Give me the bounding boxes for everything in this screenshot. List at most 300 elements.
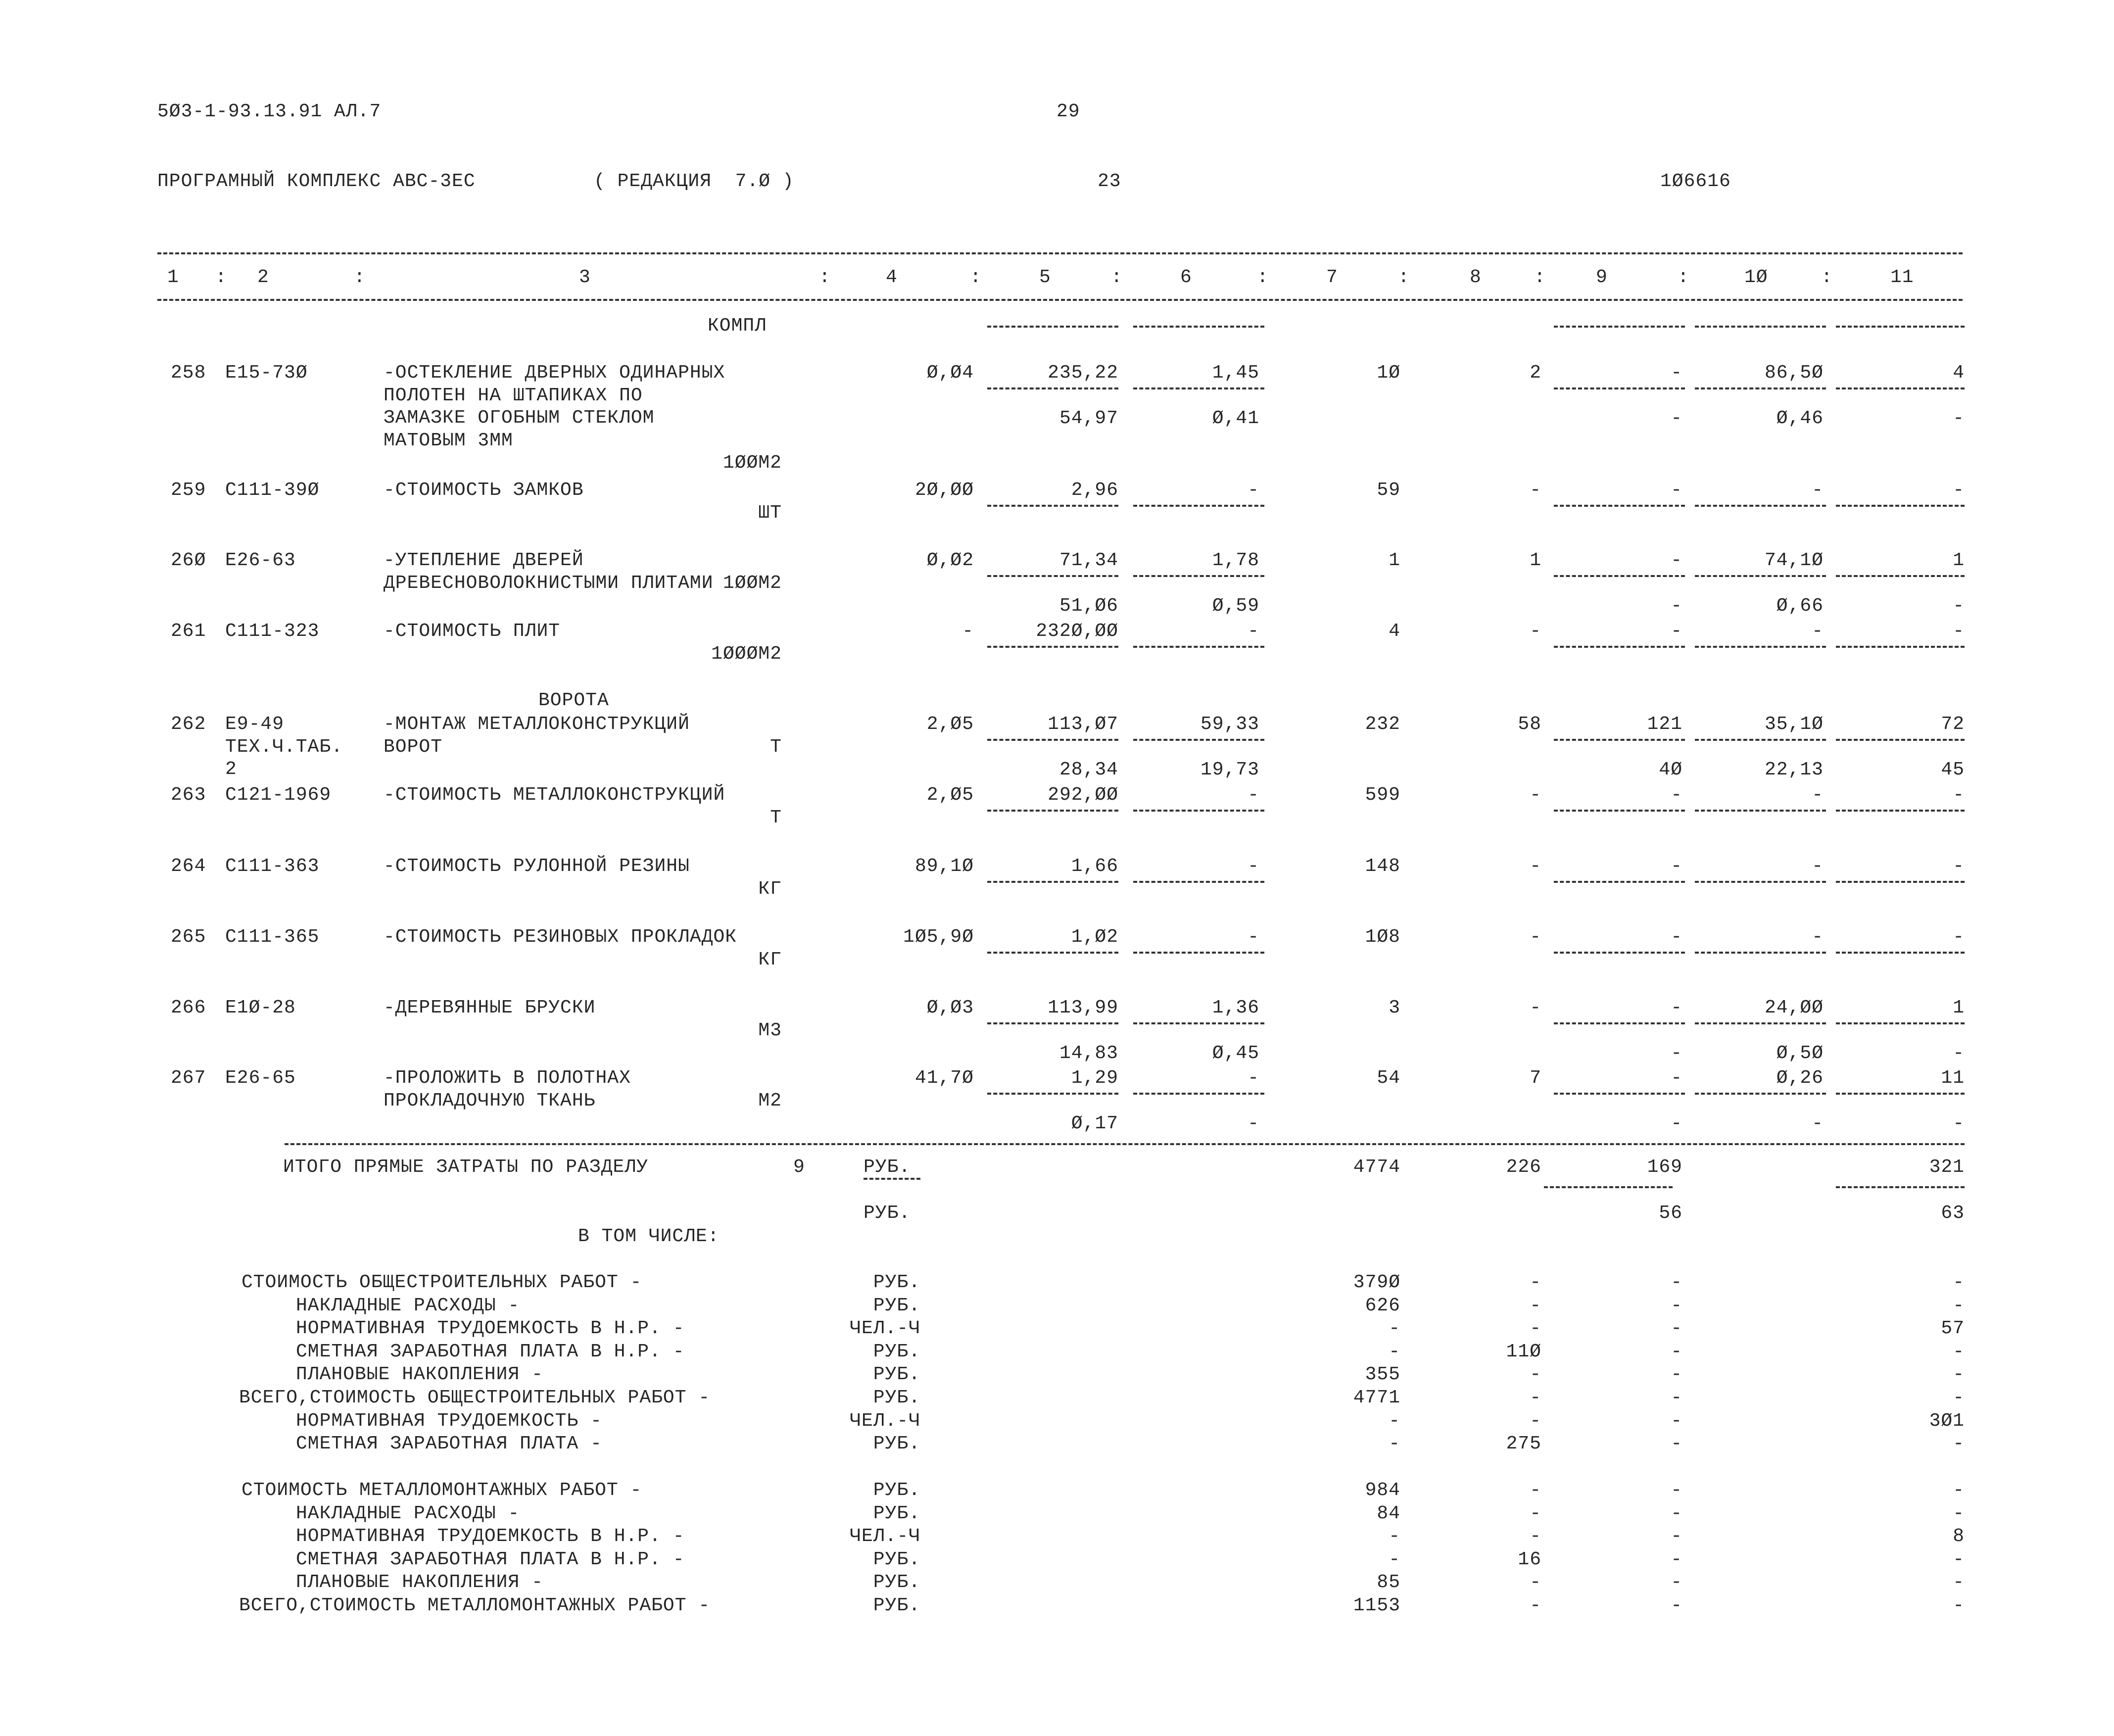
row-value-c7: 4 <box>1389 621 1400 642</box>
row-value-c6: 1,78 <box>1212 550 1259 571</box>
row-divider <box>1836 881 1965 883</box>
row-divider <box>1133 387 1264 389</box>
row-subvalue-c11: - <box>1953 1113 1965 1134</box>
summary-value-c9: - <box>1671 1572 1682 1593</box>
row-divider <box>1836 1022 1965 1024</box>
total-value-c11: 321 <box>1929 1157 1965 1178</box>
row-value-c10: 86,5Ø <box>1764 362 1824 384</box>
row-divider <box>1133 952 1264 954</box>
top-unit-label: КОМПЛ <box>708 315 767 337</box>
row-divider <box>987 646 1118 648</box>
row-value-c4: Ø,Ø2 <box>926 550 974 571</box>
row-subvalue-c6: Ø,41 <box>1212 408 1259 429</box>
row-number: 26Ø <box>171 550 206 571</box>
summary-unit: РУБ. <box>873 1433 920 1455</box>
row-unit: Т <box>770 736 782 758</box>
row-description: -УТЕПЛЕНИЕ ДВЕРЕЙ <box>384 550 584 571</box>
column-header-cell: : <box>970 267 982 288</box>
row-value-c9: 121 <box>1647 714 1682 735</box>
row-value-c6: - <box>1248 926 1259 948</box>
row-divider <box>1695 810 1826 812</box>
row-subvalue-c9: - <box>1671 1113 1682 1134</box>
row-divider <box>1133 1022 1264 1024</box>
row-divider <box>1554 952 1685 954</box>
row-divider <box>1133 575 1264 577</box>
row-description: -СТОИМОСТЬ РУЛОННОЙ РЕЗИНЫ <box>384 856 690 877</box>
summary-label: СТОИМОСТЬ МЕТАЛЛОМОНТАЖНЫХ РАБОТ - <box>241 1480 642 1501</box>
column-header-cell: 3 <box>579 267 591 288</box>
row-divider <box>1695 646 1826 648</box>
row-value-c5: 1,Ø2 <box>1071 926 1118 948</box>
row-code: Е1Ø-28 <box>225 997 296 1018</box>
summary-value-c7: 984 <box>1365 1480 1400 1501</box>
summary-unit: РУБ. <box>873 1480 920 1501</box>
summary-value-c7: 1153 <box>1353 1595 1400 1616</box>
total-rule <box>1836 1186 1965 1188</box>
row-value-c4: 41,7Ø <box>914 1067 974 1089</box>
row-divider <box>987 810 1118 812</box>
row-divider <box>1133 646 1264 648</box>
row-divider <box>1554 387 1685 389</box>
row-value-c6: - <box>1248 784 1259 806</box>
column-header-cell: 8 <box>1470 267 1482 288</box>
summary-unit: РУБ. <box>873 1387 920 1408</box>
summary-value-c11: - <box>1953 1595 1965 1616</box>
summary-value-c8: - <box>1530 1410 1541 1432</box>
summary-unit: ЧЕЛ.-Ч <box>850 1526 920 1547</box>
summary-value-c8: 275 <box>1506 1433 1541 1455</box>
row-value-c5: 71,34 <box>1059 550 1118 571</box>
column-header-cell: : <box>1534 267 1546 288</box>
summary-label: НОРМАТИВНАЯ ТРУДОЕМКОСТЬ - <box>296 1410 602 1432</box>
row-value-c9: - <box>1671 362 1682 384</box>
summary-value-c9: - <box>1671 1387 1682 1408</box>
row-subvalue-c11: 45 <box>1941 759 1965 780</box>
row-value-c9: - <box>1671 621 1682 642</box>
row-divider <box>1836 646 1965 648</box>
program-title: ПРОГРАМНЫЙ КОМПЛЕКС АВС-3ЕС <box>157 171 476 192</box>
row-value-c5: 2,96 <box>1071 480 1118 501</box>
summary-unit: ЧЕЛ.-Ч <box>850 1410 920 1432</box>
summary-value-c8: - <box>1530 1318 1541 1340</box>
row-subvalue-c6: 19,73 <box>1200 759 1259 780</box>
summary-value-c11: - <box>1953 1572 1965 1593</box>
row-value-c10: - <box>1812 480 1824 501</box>
row-code: Е9-49 <box>225 714 285 735</box>
total-label: ИТОГО ПРЯМЫЕ ЗАТРАТЫ ПО РАЗДЕЛУ <box>283 1157 648 1178</box>
summary-unit: РУБ. <box>873 1595 920 1616</box>
row-divider <box>1554 1022 1685 1024</box>
row-value-c7: 148 <box>1365 856 1400 877</box>
table-header-rule <box>157 299 1963 301</box>
row-value-c8: - <box>1530 997 1541 1018</box>
row-divider <box>1695 739 1826 741</box>
summary-value-c9: - <box>1671 1548 1682 1570</box>
column-header-cell: 9 <box>1596 267 1608 288</box>
summary-value-c8: - <box>1530 1295 1541 1316</box>
row-unit: КГ <box>758 878 782 900</box>
row-divider <box>987 505 1118 507</box>
summary-value-c11: - <box>1953 1548 1965 1570</box>
row-divider <box>1554 505 1685 507</box>
row-divider <box>987 326 1118 328</box>
summary-value-c9: - <box>1671 1480 1682 1501</box>
row-description: -СТОИМОСТЬ МЕТАЛЛОКОНСТРУКЦИЙ <box>384 784 725 806</box>
row-divider <box>1695 326 1826 328</box>
summary-value-c7: 379Ø <box>1353 1272 1400 1293</box>
row-subvalue-c11: - <box>1953 1043 1965 1064</box>
row-description: -ОСТЕКЛЕНИЕ ДВЕРНЫХ ОДИНАРНЫХ <box>384 362 725 384</box>
column-header-cell: 6 <box>1180 267 1192 288</box>
row-subvalue-c10: Ø,5Ø <box>1776 1043 1824 1064</box>
summary-value-c9: - <box>1671 1318 1682 1340</box>
row-subvalue-c6: Ø,59 <box>1212 595 1259 617</box>
summary-unit: ЧЕЛ.-Ч <box>850 1318 920 1340</box>
row-unit: 1ØØМ2 <box>722 572 782 594</box>
row-value-c4: 2,Ø5 <box>926 784 974 806</box>
summary-value-c8: - <box>1530 1387 1541 1408</box>
total-rule <box>1544 1186 1673 1188</box>
summary-value-c8: 11Ø <box>1506 1341 1541 1362</box>
total-value-c7: 4774 <box>1353 1157 1400 1178</box>
row-value-c11: 1 <box>1953 997 1965 1018</box>
row-value-c11: 72 <box>1941 714 1965 735</box>
row-description: -СТОИМОСТЬ ЗАМКОВ <box>384 480 584 501</box>
row-subvalue-c10: Ø,46 <box>1776 408 1824 429</box>
summary-value-c11: - <box>1953 1433 1965 1455</box>
row-divider <box>1836 326 1965 328</box>
row-subvalue-c5: Ø,17 <box>1071 1113 1118 1134</box>
summary-unit: РУБ. <box>873 1272 920 1293</box>
row-value-c6: - <box>1248 1067 1259 1089</box>
summary-unit: РУБ. <box>873 1548 920 1570</box>
row-divider <box>987 575 1118 577</box>
summary-label: НАКЛАДНЫЕ РАСХОДЫ - <box>296 1295 520 1316</box>
row-subvalue-c9: - <box>1671 1043 1682 1064</box>
summary-value-c7: - <box>1389 1526 1400 1547</box>
row-divider <box>1695 505 1826 507</box>
summary-label: ВСЕГО,СТОИМОСТЬ МЕТАЛЛОМОНТАЖНЫХ РАБОТ - <box>239 1595 711 1616</box>
row-value-c10: 74,1Ø <box>1764 550 1824 571</box>
summary-label: ПЛАНОВЫЕ НАКОПЛЕНИЯ - <box>296 1364 543 1386</box>
row-value-c5: 1,29 <box>1071 1067 1118 1089</box>
summary-value-c8: 16 <box>1518 1548 1541 1570</box>
summary-value-c7: 85 <box>1377 1572 1400 1593</box>
table-top-rule <box>157 252 1963 254</box>
row-value-c6: 1,45 <box>1212 362 1259 384</box>
column-header-cell: : <box>1111 267 1123 288</box>
summary-value-c8: - <box>1530 1272 1541 1293</box>
row-number: 259 <box>171 480 206 501</box>
summary-label: ВСЕГО,СТОИМОСТЬ ОБЩЕСТРОИТЕЛЬНЫХ РАБОТ - <box>239 1387 711 1408</box>
summary-value-c11: - <box>1953 1387 1965 1408</box>
row-unit: Т <box>770 807 782 828</box>
column-header-cell: 5 <box>1039 267 1051 288</box>
summary-value-c9: - <box>1671 1364 1682 1386</box>
row-value-c8: 7 <box>1530 1067 1541 1089</box>
row-divider <box>1836 739 1965 741</box>
row-code-extra: ТЕХ.Ч.ТАБ. <box>225 736 343 758</box>
row-divider <box>1133 810 1264 812</box>
row-unit: М2 <box>758 1090 782 1111</box>
row-number: 258 <box>171 362 206 384</box>
row-subvalue-c6: - <box>1248 1113 1259 1134</box>
row-value-c5: 232Ø,ØØ <box>1036 621 1118 642</box>
summary-value-c7: - <box>1389 1548 1400 1570</box>
summary-value-c11: - <box>1953 1502 1965 1524</box>
row-value-c5: 113,99 <box>1048 997 1118 1018</box>
row-value-c8: - <box>1530 480 1541 501</box>
summary-value-c8: - <box>1530 1526 1541 1547</box>
row-value-c11: - <box>1953 926 1965 948</box>
row-value-c8: - <box>1530 926 1541 948</box>
row-divider <box>1554 881 1685 883</box>
row-value-c7: 59 <box>1377 480 1400 501</box>
row-divider <box>1554 575 1685 577</box>
row-code: Е26-63 <box>225 550 296 571</box>
column-header-cell: 11 <box>1890 267 1914 288</box>
row-divider <box>987 1022 1118 1024</box>
summary-value-c9: - <box>1671 1526 1682 1547</box>
row-value-c5: 235,22 <box>1048 362 1118 384</box>
summary-unit: РУБ. <box>873 1572 920 1593</box>
summary-value-c9: - <box>1671 1341 1682 1362</box>
row-divider <box>1133 326 1264 328</box>
row-divider <box>1554 1093 1685 1095</box>
row-divider <box>1836 575 1965 577</box>
row-unit: М3 <box>758 1019 782 1041</box>
page-number: 29 <box>1057 101 1080 122</box>
summary-value-c11: - <box>1953 1341 1965 1362</box>
column-header-cell: : <box>215 267 227 288</box>
total-value-c8: 226 <box>1506 1157 1541 1178</box>
row-description: -СТОИМОСТЬ ПЛИТ <box>384 621 561 642</box>
row-subvalue-c11: - <box>1953 595 1965 617</box>
summary-value-c8: - <box>1530 1595 1541 1616</box>
row-value-c10: 24,ØØ <box>1764 997 1824 1018</box>
column-header-cell: 1 <box>167 267 179 288</box>
total-unit-rule <box>864 1178 920 1180</box>
total-unit: РУБ. <box>864 1157 911 1178</box>
row-divider <box>1695 881 1826 883</box>
summary-label: СМЕТНАЯ ЗАРАБОТНАЯ ПЛАТА В Н.Р. - <box>296 1548 685 1570</box>
row-value-c6: - <box>1248 480 1259 501</box>
row-divider <box>987 881 1118 883</box>
document-number: 1Ø6616 <box>1660 171 1731 192</box>
row-value-c7: 1Ø8 <box>1365 926 1400 948</box>
column-header-cell: : <box>1821 267 1833 288</box>
row-divider <box>1836 505 1965 507</box>
row-description: -СТОИМОСТЬ РЕЗИНОВЫХ ПРОКЛАДОК <box>384 926 737 948</box>
section-title: ВОРОТА <box>538 690 609 711</box>
summary-label: СТОИМОСТЬ ОБЩЕСТРОИТЕЛЬНЫХ РАБОТ - <box>241 1272 642 1293</box>
row-divider <box>1695 387 1826 389</box>
total-value-c9: 169 <box>1647 1157 1682 1178</box>
summary-value-c11: 8 <box>1953 1526 1965 1547</box>
column-header-cell: : <box>1678 267 1689 288</box>
row-subvalue-c10: 22,13 <box>1764 759 1824 780</box>
program-edition: ( РЕДАКЦИЯ 7.Ø ) <box>594 171 794 192</box>
row-value-c11: 11 <box>1941 1067 1965 1089</box>
row-divider <box>1133 505 1264 507</box>
summary-value-c8: - <box>1530 1572 1541 1593</box>
row-value-c9: - <box>1671 1067 1682 1089</box>
row-value-c11: - <box>1953 480 1965 501</box>
column-header-cell: : <box>1398 267 1410 288</box>
column-header-cell: : <box>354 267 366 288</box>
row-description: МАТОВЫМ 3ММ <box>384 430 513 451</box>
summary-value-c11: - <box>1953 1272 1965 1293</box>
column-header-cell: 2 <box>257 267 269 288</box>
total-section: 9 <box>793 1157 805 1178</box>
row-subvalue-c9: - <box>1671 595 1682 617</box>
summary-label: СМЕТНАЯ ЗАРАБОТНАЯ ПЛАТА В Н.Р. - <box>296 1341 685 1362</box>
summary-value-c7: - <box>1389 1433 1400 1455</box>
row-divider <box>1836 387 1965 389</box>
summary-value-c7: 84 <box>1377 1502 1400 1524</box>
row-divider <box>1133 739 1264 741</box>
row-divider <box>1836 952 1965 954</box>
row-value-c6: 59,33 <box>1200 714 1259 735</box>
row-code: С111-363 <box>225 856 320 877</box>
row-value-c4: Ø,Ø3 <box>926 997 974 1018</box>
summary-value-c7: - <box>1389 1341 1400 1362</box>
row-value-c10: - <box>1812 784 1824 806</box>
total-subvalue-c11: 63 <box>1941 1203 1965 1224</box>
row-value-c10: - <box>1812 926 1824 948</box>
row-number: 266 <box>171 997 206 1018</box>
row-value-c6: - <box>1248 621 1259 642</box>
row-description: ПРОКЛАДОЧНУЮ ТКАНЬ <box>384 1090 596 1111</box>
row-value-c5: 1,66 <box>1071 856 1118 877</box>
row-divider <box>1695 1093 1826 1095</box>
table-bottom-rule <box>285 1143 1965 1145</box>
row-value-c4: - <box>962 621 974 642</box>
row-code: С111-365 <box>225 926 320 948</box>
row-value-c5: 113,Ø7 <box>1048 714 1118 735</box>
row-code-extra: 2 <box>225 759 237 780</box>
row-value-c11: 1 <box>1953 550 1965 571</box>
summary-value-c11: - <box>1953 1364 1965 1386</box>
row-code: Е26-65 <box>225 1067 296 1089</box>
row-code: С111-323 <box>225 621 320 642</box>
row-value-c8: 1 <box>1530 550 1541 571</box>
row-value-c4: 89,1Ø <box>914 856 974 877</box>
row-description: ПОЛОТЕН НА ШТАПИКАХ ПО <box>384 385 643 406</box>
row-value-c6: 1,36 <box>1212 997 1259 1018</box>
row-description: ВОРОТ <box>384 736 443 758</box>
summary-value-c8: - <box>1530 1364 1541 1386</box>
row-divider <box>987 952 1118 954</box>
row-value-c4: Ø,Ø4 <box>926 362 974 384</box>
row-divider <box>1695 1022 1826 1024</box>
row-value-c11: - <box>1953 784 1965 806</box>
summary-value-c8: - <box>1530 1502 1541 1524</box>
row-value-c8: - <box>1530 856 1541 877</box>
total-subvalue-c9: 56 <box>1659 1203 1682 1224</box>
row-value-c11: - <box>1953 856 1965 877</box>
row-value-c7: 1Ø <box>1377 362 1400 384</box>
row-subvalue-c11: - <box>1953 408 1965 429</box>
row-value-c8: - <box>1530 784 1541 806</box>
row-description: ДРЕВЕСНОВОЛОКНИСТЫМИ ПЛИТАМИ <box>384 572 714 594</box>
row-description: -ДЕРЕВЯННЫЕ БРУСКИ <box>384 997 596 1018</box>
summary-value-c9: - <box>1671 1295 1682 1316</box>
row-value-c10: - <box>1812 621 1824 642</box>
summary-unit: РУБ. <box>873 1502 920 1524</box>
summary-value-c7: 626 <box>1365 1295 1400 1316</box>
row-number: 263 <box>171 784 206 806</box>
summary-value-c9: - <box>1671 1410 1682 1432</box>
row-value-c8: - <box>1530 621 1541 642</box>
column-header-cell: 4 <box>886 267 898 288</box>
summary-value-c9: - <box>1671 1272 1682 1293</box>
row-unit: 1ØØØМ2 <box>711 643 782 665</box>
row-divider <box>1695 952 1826 954</box>
row-number: 264 <box>171 856 206 877</box>
summary-label: СМЕТНАЯ ЗАРАБОТНАЯ ПЛАТА - <box>296 1433 602 1455</box>
row-value-c10: 35,1Ø <box>1764 714 1824 735</box>
row-value-c9: - <box>1671 784 1682 806</box>
sheet-number: 23 <box>1098 171 1121 192</box>
row-subvalue-c9: 4Ø <box>1659 759 1682 780</box>
row-unit: 1ØØМ2 <box>722 452 782 474</box>
row-value-c11: - <box>1953 621 1965 642</box>
row-value-c7: 3 <box>1389 997 1400 1018</box>
summary-value-c11: - <box>1953 1480 1965 1501</box>
row-value-c8: 58 <box>1518 714 1541 735</box>
summary-value-c7: - <box>1389 1318 1400 1340</box>
summary-label: НОРМАТИВНАЯ ТРУДОЕМКОСТЬ В Н.Р. - <box>296 1318 685 1340</box>
row-divider <box>1554 646 1685 648</box>
column-header-cell: 1Ø <box>1744 267 1768 288</box>
summary-label: ПЛАНОВЫЕ НАКОПЛЕНИЯ - <box>296 1572 543 1593</box>
row-divider <box>1836 1093 1965 1095</box>
column-header-cell: : <box>819 267 831 288</box>
row-divider <box>1133 881 1264 883</box>
row-value-c5: 292,ØØ <box>1048 784 1118 806</box>
row-value-c6: - <box>1248 856 1259 877</box>
row-value-c9: - <box>1671 480 1682 501</box>
row-number: 261 <box>171 621 206 642</box>
row-subvalue-c10: - <box>1812 1113 1824 1134</box>
row-value-c7: 599 <box>1365 784 1400 806</box>
column-header-cell: 7 <box>1326 267 1338 288</box>
summary-value-c11: 3Ø1 <box>1929 1410 1965 1432</box>
summary-value-c7: 355 <box>1365 1364 1400 1386</box>
row-divider <box>987 387 1118 389</box>
row-divider <box>1554 810 1685 812</box>
summary-value-c7: - <box>1389 1410 1400 1432</box>
row-subvalue-c5: 14,83 <box>1059 1043 1118 1064</box>
summary-value-c9: - <box>1671 1433 1682 1455</box>
summary-unit: РУБ. <box>873 1341 920 1362</box>
row-divider <box>1133 1093 1264 1095</box>
row-divider <box>1695 575 1826 577</box>
summary-unit: РУБ. <box>873 1364 920 1386</box>
row-divider <box>987 1093 1118 1095</box>
row-divider <box>1836 810 1965 812</box>
row-code: С111-39Ø <box>225 480 320 501</box>
row-number: 265 <box>171 926 206 948</box>
row-value-c8: 2 <box>1530 362 1541 384</box>
row-value-c10: Ø,26 <box>1776 1067 1824 1089</box>
row-value-c7: 232 <box>1365 714 1400 735</box>
summary-unit: РУБ. <box>873 1295 920 1316</box>
row-value-c9: - <box>1671 997 1682 1018</box>
summary-label: НАКЛАДНЫЕ РАСХОДЫ - <box>296 1502 520 1524</box>
row-value-c4: 1Ø5,9Ø <box>903 926 974 948</box>
